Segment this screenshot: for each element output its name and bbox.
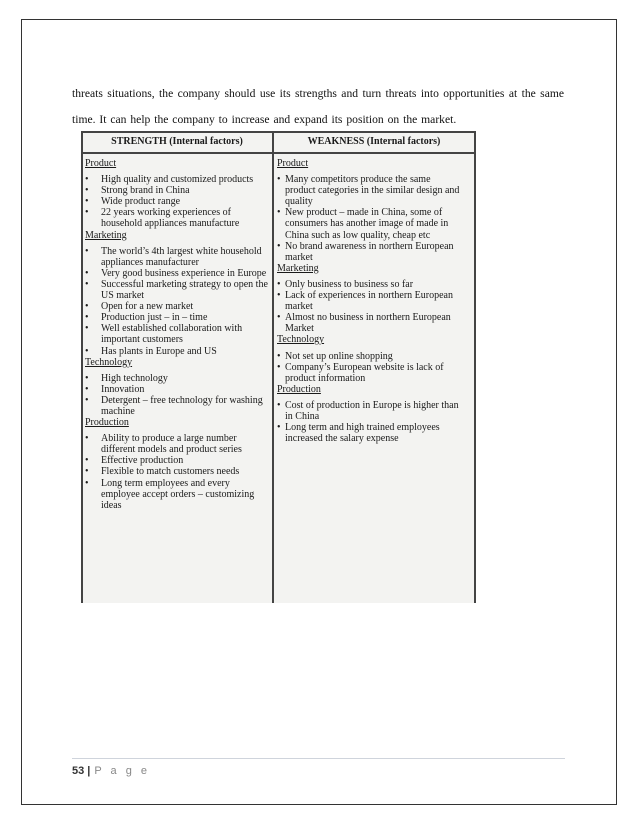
strength-item-text: High quality and customized products [101,174,254,186]
list-item [85,455,271,466]
strength-item-list [85,433,271,511]
bullet-icon: • [85,372,89,384]
strength-column [85,158,271,511]
strength-section-title: Marketing [85,229,127,241]
bullet-icon: • [277,207,281,219]
weakness-item-list [277,400,463,444]
list-item [85,185,271,196]
list-item [85,207,271,229]
strength-item-text: High technology [101,372,168,384]
list-item [85,174,271,185]
page-number: 53 [72,765,85,777]
list-item [85,196,271,207]
strength-item-text: Open for a new market [101,301,194,313]
table-column-divider [272,131,274,603]
weakness-item-text: New product – made in China, some of consumers has another image of made in China such as low quality, cheap etc [285,207,449,241]
list-item [85,301,271,312]
page-label: P a g e [94,765,150,777]
bullet-icon: • [85,383,89,395]
list-item [85,346,271,357]
bullet-icon: • [85,174,89,186]
strength-item-text: Production just – in – time [101,312,208,324]
strength-item-text: Detergent – free technology for washing machine [101,394,263,417]
list-item [85,323,271,345]
weakness-item-text: Many competitors produce the same product categories in the similar design and quality [285,174,460,208]
weakness-item-text: Lack of experiences in northern European market [285,290,453,313]
bullet-icon: • [277,361,281,373]
table-right-border [474,131,476,603]
swot-table-image [81,131,476,603]
weakness-item-text: Cost of production in Europe is higher than in China [285,399,459,422]
weakness-header: WEAKNESS (Internal factors) [307,136,441,147]
weakness-section-title: Marketing [277,262,319,274]
list-item [85,373,271,384]
list-item [85,466,271,477]
strength-item-text: Well established collaboration with important customers [101,323,243,346]
strength-item-text: Innovation [101,383,145,395]
strength-item-text: The world’s 4th largest white household appliances manufacturer [101,245,262,268]
bullet-icon: • [85,267,89,279]
strength-item-text: Successful marketing strategy to open the US market [101,278,268,302]
bullet-icon: • [85,185,89,197]
weakness-item-text: Long term and high trained employees increased the salary expense [285,422,440,445]
list-item [85,279,271,301]
weakness-item-list [277,351,463,384]
weakness-section-title: Product [277,158,309,169]
strength-item-text: Ability to produce a large number different models and product series [101,433,242,456]
bullet-icon: • [277,350,281,362]
bullet-icon: • [85,323,89,335]
strength-item-list [85,246,271,357]
list-item [85,268,271,279]
list-item [277,241,463,263]
weakness-item-text: Only business to business so far [285,278,414,290]
strength-item-text: Wide product range [101,196,181,208]
bullet-icon: • [277,312,281,324]
table-left-border [81,131,83,603]
weakness-section-title: Technology [277,334,325,346]
bullet-icon: • [85,207,89,219]
bullet-icon: • [85,433,89,445]
strength-item-text: Long term employees and every employee accept orders – customizing ideas [101,477,255,511]
list-item [85,312,271,323]
bullet-icon: • [85,245,89,257]
bullet-icon: • [277,240,281,252]
weakness-item-list [277,174,463,263]
page-footer [72,765,150,777]
list-item [85,433,271,455]
list-item [85,395,271,417]
strength-item-list [85,373,271,417]
strength-item-text: Strong brand in China [101,185,190,197]
strength-item-text: Very good business experience in Europe [101,267,267,279]
strength-section-title: Production [85,417,129,429]
weakness-section-title: Production [277,383,321,395]
strength-item-text: Flexible to match customers needs [101,466,240,478]
list-item [277,174,463,207]
strength-item-list [85,174,271,229]
intro-paragraph: threats situations, the company should use its strengths and turn threats into opportunities at the same time. It can help the company to increase and expand its position on the market. [72,86,564,126]
list-item [277,362,463,384]
bullet-icon: • [85,278,89,290]
footer-rule [72,758,565,759]
strength-section-title: Product [85,158,117,169]
weakness-item-text: Almost no business in northern European Market [285,312,451,335]
strength-item-text: 22 years working experiences of household appliances manufacture [101,207,240,230]
list-item [277,312,463,334]
list-item [277,207,463,240]
bullet-icon: • [85,345,89,357]
list-item [277,422,463,444]
bullet-icon: • [277,174,281,186]
bullet-icon: • [85,301,89,313]
strength-item-text: Has plants in Europe and US [101,345,217,357]
bullet-icon: • [85,394,89,406]
list-item [277,290,463,312]
bullet-icon: • [85,455,89,467]
footer-separator: | [87,765,91,777]
list-item [85,246,271,268]
bullet-icon: • [85,477,89,489]
bullet-icon: • [277,422,281,434]
table-header-divider [81,152,476,154]
bullet-icon: • [277,399,281,411]
weakness-item-text: Not set up online shopping [285,350,393,362]
list-item [277,400,463,422]
bullet-icon: • [277,290,281,302]
list-item [85,384,271,395]
weakness-column [277,158,463,444]
strength-section-title: Technology [85,356,133,368]
weakness-item-text: Company’s European website is lack of product information [285,361,444,384]
bullet-icon: • [85,466,89,478]
bullet-icon: • [85,196,89,208]
list-item [277,279,463,290]
weakness-item-list [277,279,463,334]
table-top-border [81,131,476,133]
weakness-item-text: No brand awareness in northern European market [285,240,454,263]
strength-item-text: Effective production [101,455,184,467]
bullet-icon: • [85,312,89,324]
list-item [85,478,271,511]
strength-header: STRENGTH (Internal factors) [111,136,243,147]
list-item [277,351,463,362]
bullet-icon: • [277,278,281,290]
